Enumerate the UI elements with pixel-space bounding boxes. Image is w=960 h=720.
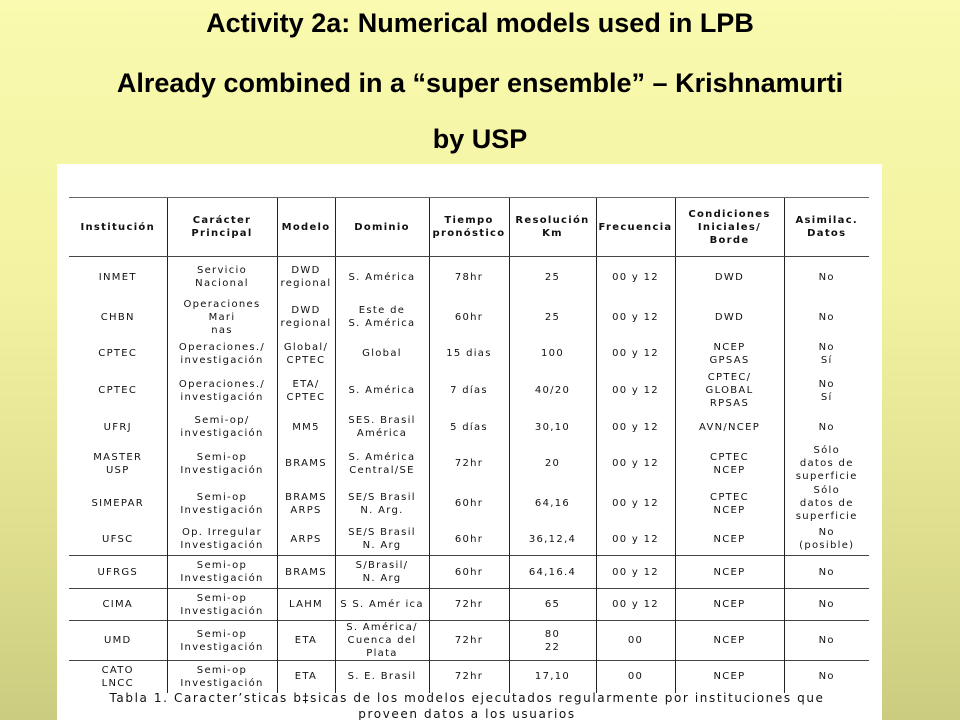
cell-dominio: S. E. Brasil <box>335 661 429 693</box>
cell-asimilac: No <box>784 411 869 444</box>
cell-condiciones: DWD <box>675 298 784 337</box>
cell-condiciones: DWD <box>675 257 784 298</box>
cell-tiempo: 60hr <box>429 484 509 524</box>
cell-asimilac: No <box>784 589 869 621</box>
cell-modelo: LAHM <box>277 589 335 621</box>
cell-dominio: S. América <box>335 257 429 298</box>
cell-condiciones: CPTEC/ GLOBAL RPSAS <box>675 371 784 411</box>
cell-condiciones: NCEP <box>675 621 784 661</box>
cell-caracter: Semi-op/ investigación <box>167 411 277 444</box>
cell-caracter: Op. Irregular Investigación <box>167 524 277 556</box>
cell-dominio: SES. Brasil América <box>335 411 429 444</box>
table-row <box>69 411 869 444</box>
cell-resolucion: 64,16.4 <box>509 556 596 589</box>
cell-frecuencia: 00 <box>596 661 675 693</box>
cell-modelo: ARPS <box>277 524 335 556</box>
header-tiempo: Tiempo pronóstico <box>429 198 509 257</box>
cell-caracter: Semi-op Investigación <box>167 589 277 621</box>
cell-condiciones: NCEP <box>675 661 784 693</box>
cell-modelo: MM5 <box>277 411 335 444</box>
cell-tiempo: 7 días <box>429 371 509 411</box>
cell-institucion: CPTEC <box>98 348 138 359</box>
cell-resolucion: 30,10 <box>509 411 596 444</box>
cell-dominio: S. América <box>335 371 429 411</box>
cell-institucion: CATO LNCC <box>69 661 167 693</box>
cell-caracter: Semi-op Investigación <box>167 661 277 693</box>
cell-condiciones: NCEP <box>675 556 784 589</box>
cell-dominio: Global <box>335 337 429 371</box>
cell-dominio: SE/S Brasil N. Arg <box>335 524 429 556</box>
cell-modelo: ETA <box>277 621 335 661</box>
table-row <box>69 556 869 589</box>
cell-resolucion: 80 22 <box>509 621 596 661</box>
cell-tiempo: 72hr <box>429 444 509 484</box>
cell-frecuencia: 00 y 12 <box>596 257 675 298</box>
cell-condiciones: NCEP <box>675 524 784 556</box>
header-asimilac: Asimilac. Datos <box>784 198 869 257</box>
cell-asimilac: No <box>784 621 869 661</box>
table-row <box>69 257 869 298</box>
cell-institucion: UMD <box>69 621 167 661</box>
cell-asimilac: No <box>784 556 869 589</box>
table-row <box>69 444 869 484</box>
cell-resolucion: 36,12,4 <box>509 524 596 556</box>
slide-title-line-1: Activity 2a: Numerical models used in LPB <box>206 8 754 38</box>
cell-condiciones: CPTEC NCEP <box>675 484 784 524</box>
cell-frecuencia: 00 y 12 <box>596 484 675 524</box>
header-resolucion: Resolución Km <box>509 198 596 257</box>
table-row <box>69 621 869 661</box>
cell-dominio: S S. Amér ica <box>335 589 429 621</box>
cell-modelo: BRAMS <box>277 444 335 484</box>
cell-institucion: SIMEPAR <box>91 498 145 509</box>
cell-dominio: SE/S Brasil N. Arg. <box>335 484 429 524</box>
cell-caracter: Semi-op Investigación <box>167 484 277 524</box>
cell-institucion: CHBN <box>100 311 135 323</box>
cell-resolucion: 25 <box>509 257 596 298</box>
table-row <box>69 661 869 693</box>
cell-condiciones: NCEP GPSAS <box>675 337 784 371</box>
cell-modelo: DWD regional <box>277 298 335 337</box>
cell-institucion: UFSC <box>102 533 134 545</box>
table-panel <box>57 164 882 720</box>
cell-condiciones: AVN/NCEP <box>675 411 784 444</box>
cell-tiempo: 60hr <box>429 298 509 337</box>
cell-caracter: Operaciones Mari nas <box>167 298 277 337</box>
cell-institucion: CIMA <box>69 589 167 621</box>
cell-frecuencia: 00 y 12 <box>596 444 675 484</box>
cell-tiempo: 15 dias <box>429 337 509 371</box>
table-caption: Tabla 1. Caracter’sticas b‡sicas de los modelos ejecutados regularmente por instituciones que proveen datos a los usuarios <box>109 691 825 720</box>
header-condiciones: Condiciones Iniciales/ Borde <box>675 198 784 257</box>
cell-resolucion: 100 <box>509 337 596 371</box>
cell-asimilac: No (posible) <box>784 524 869 556</box>
cell-asimilac: No Sí <box>784 337 869 371</box>
slide-title-line-3: by USP <box>432 124 528 154</box>
cell-modelo: ETA <box>277 661 335 693</box>
header-dominio: Dominio <box>335 198 429 257</box>
cell-institucion: INMET <box>98 271 137 283</box>
cell-modelo: Global/ CPTEC <box>277 337 335 371</box>
cell-frecuencia: 00 y 12 <box>596 556 675 589</box>
cell-institucion: UFRJ <box>103 421 132 433</box>
cell-tiempo: 72hr <box>429 621 509 661</box>
header-institucion: Institución <box>69 198 167 257</box>
cell-dominio: Este de S. América <box>335 298 429 337</box>
cell-tiempo: 78hr <box>429 257 509 298</box>
header-caracter: Carácter Principal <box>167 198 277 257</box>
cell-caracter: Semi-op Investigación <box>167 444 277 484</box>
cell-asimilac: Sólo datos de superficie <box>784 484 869 524</box>
cell-tiempo: 72hr <box>429 589 509 621</box>
cell-frecuencia: 00 y 12 <box>596 589 675 621</box>
cell-dominio: S. América Central/SE <box>335 444 429 484</box>
cell-asimilac: Sólo datos de superficie <box>784 444 869 484</box>
cell-caracter: Semi-op Investigación <box>167 556 277 589</box>
cell-caracter: Servicio Nacional <box>167 257 277 298</box>
cell-tiempo: 60hr <box>429 556 509 589</box>
cell-tiempo: 72hr <box>429 661 509 693</box>
cell-asimilac: No <box>784 257 869 298</box>
cell-asimilac: No <box>784 298 869 337</box>
cell-institucion: CPTEC <box>98 385 138 396</box>
cell-tiempo: 60hr <box>429 524 509 556</box>
cell-modelo: BRAMS <box>277 556 335 589</box>
cell-frecuencia: 00 y 12 <box>596 411 675 444</box>
cell-caracter: Operaciones./ investigación <box>167 337 277 371</box>
slide-title-line-2: Already combined in a “super ensemble” – Krishnamurti <box>116 68 844 98</box>
cell-dominio: S/Brasil/ N. Arg <box>335 556 429 589</box>
cell-frecuencia: 00 y 12 <box>596 524 675 556</box>
cell-resolucion: 40/20 <box>509 371 596 411</box>
table-row <box>69 298 869 337</box>
cell-resolucion: 64,16 <box>509 484 596 524</box>
cell-frecuencia: 00 y 12 <box>596 337 675 371</box>
table-row <box>69 589 869 621</box>
cell-modelo: BRAMS ARPS <box>277 484 335 524</box>
cell-resolucion: 65 <box>509 589 596 621</box>
cell-frecuencia: 00 y 12 <box>596 298 675 337</box>
table-row <box>69 484 869 524</box>
cell-modelo: DWD regional <box>277 257 335 298</box>
table-header-row <box>69 198 869 257</box>
cell-resolucion: 25 <box>509 298 596 337</box>
cell-condiciones: CPTEC NCEP <box>675 444 784 484</box>
cell-asimilac: No Sí <box>784 371 869 411</box>
table-row <box>69 371 869 411</box>
cell-frecuencia: 00 y 12 <box>596 371 675 411</box>
cell-asimilac: No <box>784 661 869 693</box>
table-row <box>69 524 869 556</box>
cell-frecuencia: 00 <box>596 621 675 661</box>
cell-resolucion: 20 <box>509 444 596 484</box>
models-table <box>69 197 869 693</box>
cell-institucion: UFRGS <box>69 556 167 589</box>
cell-caracter: Semi-op Investigación <box>167 621 277 661</box>
cell-caracter: Operaciones./ investigación <box>167 371 277 411</box>
header-modelo: Modelo <box>277 198 335 257</box>
header-frecuencia: Frecuencia <box>596 198 675 257</box>
cell-modelo: ETA/ CPTEC <box>277 371 335 411</box>
cell-resolucion: 17,10 <box>509 661 596 693</box>
cell-condiciones: NCEP <box>675 589 784 621</box>
cell-tiempo: 5 días <box>429 411 509 444</box>
cell-institucion: MASTER USP <box>93 451 143 476</box>
table-row <box>69 337 869 371</box>
cell-dominio: S. América/ Cuenca del Plata <box>335 621 429 661</box>
